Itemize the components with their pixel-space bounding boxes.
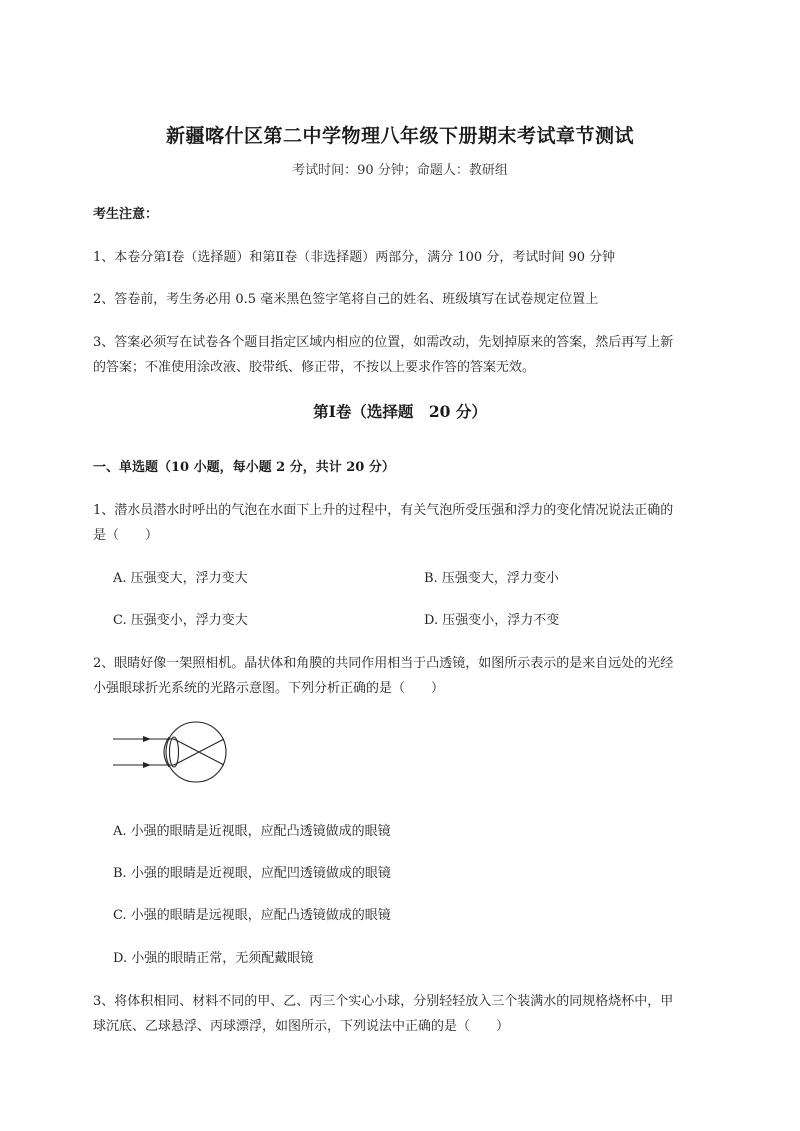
notice-item-1: 1、本卷分第Ⅰ卷（选择题）和第Ⅱ卷（非选择题）两部分，满分 100 分，考试时间 90 分钟	[93, 250, 616, 265]
q2-stem-line2: 小强眼球折光系统的光路示意图。下列分析正确的是（ ）	[93, 681, 445, 696]
q2-option-b[interactable]: B. 小强的眼睛是近视眼，应配凹透镜做成的眼镜	[113, 866, 391, 881]
notice-item-3: 3、答案必须写在试卷各个题目指定区域内相应的位置，如需改动，先划掉原来的答案，然后再写上新	[93, 335, 674, 350]
q2-option-d[interactable]: D. 小强的眼睛正常，无须配戴眼镜	[113, 951, 314, 966]
notice-heading: 考生注意：	[93, 207, 159, 222]
q1-stem-line2: 是（ ）	[93, 528, 159, 543]
q2-option-c[interactable]: C. 小强的眼睛是远视眼，应配凸透镜做成的眼镜	[113, 908, 391, 923]
q2-stem-line1: 2、眼睛好像一架照相机。晶状体和角膜的共同作用相当于凸透镜，如图所示表示的是来自远处的光经	[93, 656, 674, 671]
q1-option-a[interactable]: A. 压强变大，浮力变大	[113, 571, 248, 586]
exam-subtitle: 考试时间：90 分钟；命题人：教研组	[292, 163, 508, 178]
q3-stem-line1: 3、将体积相同、材料不同的甲、乙、丙三个实心小球，分别轻轻放入三个装满水的同规格烧杯中，甲	[93, 994, 674, 1009]
q1-option-b[interactable]: B. 压强变大，浮力变小	[424, 571, 559, 586]
crystalline-lens	[170, 737, 179, 767]
notice-item-3-cont: 的答案；不准使用涂改液、胶带纸、修正带，不按以上要求作答的答案无效。	[93, 360, 536, 375]
q3-stem-line2: 球沉底、乙球悬浮、丙球漂浮，如图所示，下列说法中正确的是（ ）	[93, 1019, 510, 1034]
eye-diagram	[113, 717, 233, 787]
eyeball-outline	[166, 722, 226, 782]
ray-arrow-top	[143, 736, 151, 742]
exam-title: 新疆喀什区第二中学物理八年级下册期末考试章节测试	[165, 125, 634, 147]
section-title: 第Ⅰ卷（选择题 20 分）	[313, 402, 487, 421]
part-heading: 一、单选题（10 小题，每小题 2 分，共计 20 分）	[93, 460, 395, 475]
q2-option-a[interactable]: A. 小强的眼睛是近视眼，应配凸透镜做成的眼镜	[113, 824, 391, 839]
q1-option-c[interactable]: C. 压强变小，浮力变大	[113, 613, 248, 628]
q1-option-d[interactable]: D. 压强变小，浮力不变	[424, 613, 560, 628]
notice-item-2: 2、答卷前，考生务必用 0.5 毫米黑色签字笔将自己的姓名、班级填写在试卷规定位置上	[93, 292, 599, 307]
q1-stem-line1: 1、潜水员潜水时呼出的气泡在水面下上升的过程中，有关气泡所受压强和浮力的变化情况说法正确的	[93, 503, 674, 518]
ray-arrow-bottom	[143, 762, 151, 768]
